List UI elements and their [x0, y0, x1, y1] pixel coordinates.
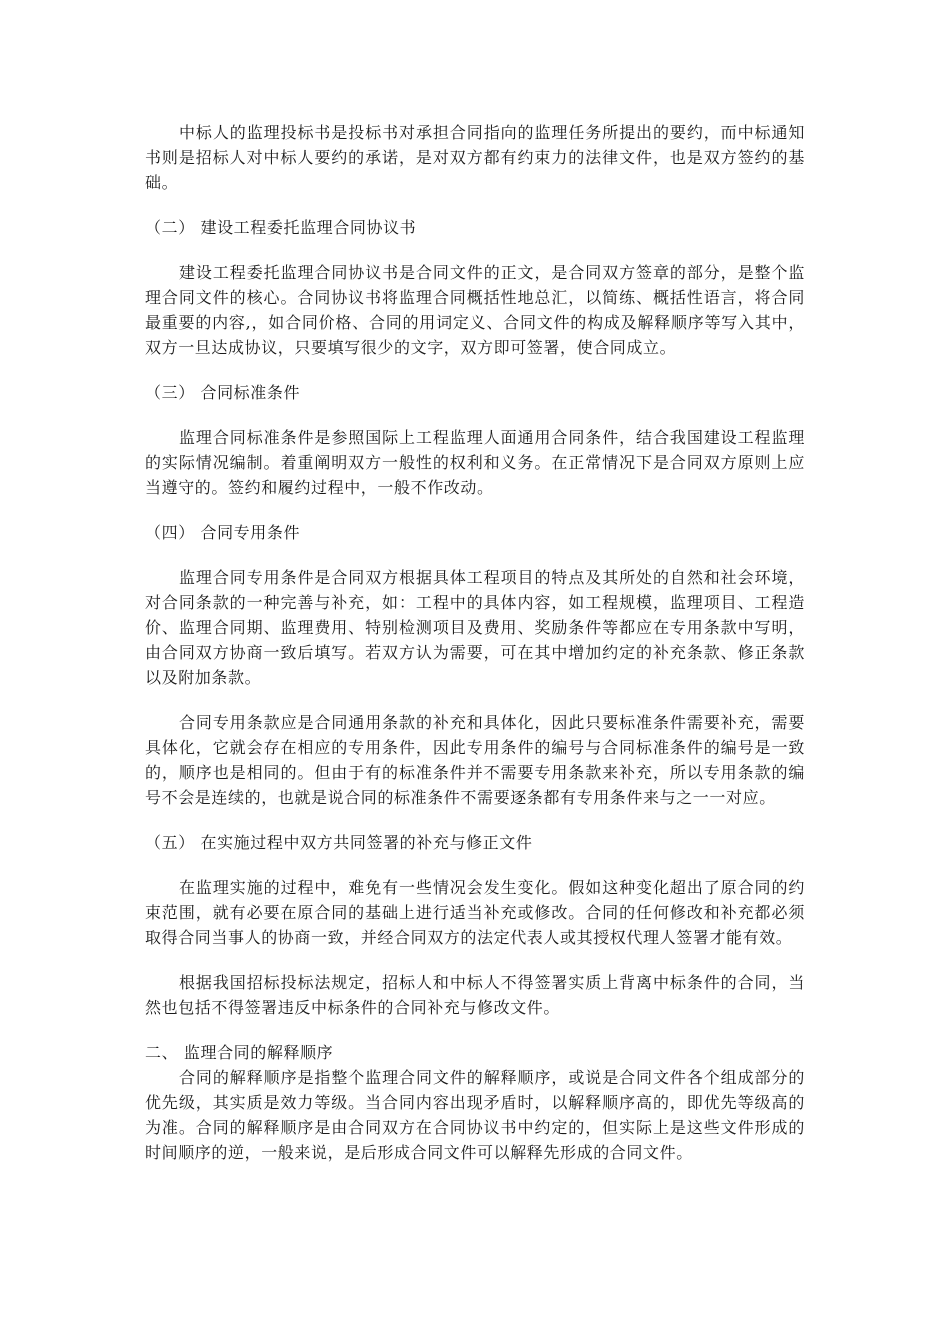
section-heading-special-conditions: （四） 合同专用条件 [145, 523, 301, 542]
section-heading-supplements: （五） 在实施过程中双方共同签署的补充与修正文件 [145, 833, 533, 852]
paragraph-bid-documents: 中标人的监理投标书是投标书对承担合同指向的监理任务所提出的要约，而中标通知书则是招标人对中标人要约的承诺，是对双方都有约束力的法律文件，也是双方签约的基础。 [145, 123, 805, 192]
paragraph-agreement: 建设工程委托监理合同协议书是合同文件的正文，是合同双方签章的部分，是整个监理合同文件的核心。合同协议书将监理合同概括性地总汇，以简练、概括性语言，将合同最重要的内容,，如合同价格、合同的用词定义、合同文件的构成及解释顺序等写入其中，双方一旦达成协议，只要填写很少的文字，双方即可签署，使合同成立。 [145, 263, 805, 357]
paragraph-supplements: 在监理实施的过程中，难免有一些情况会发生变化。假如这种变化超出了原合同的约束范围，就有必要在原合同的基础上进行适当补充或修改。合同的任何修改和补充都必须取得合同当事人的协商一致，并经合同双方的法定代表人或其授权代理人签署才能有效。 [145, 878, 805, 947]
paragraph-special-conditions: 监理合同专用条件是合同双方根据具体工程项目的特点及其所处的自然和社会环境，对合同条款的一种完善与补充，如：工程中的具体内容，如工程规模，监理项目、工程造价、监理合同期、监理费用、特别检测项目及费用、奖励条件等都应在专用条款中写明，由合同双方协商一致后填写。若双方认为需要，可在其中增加约定的补充条款、修正条款以及附加条款。 [145, 568, 805, 687]
paragraph-special-clauses: 合同专用条款应是合同通用条款的补充和具体化，因此只要标准条件需要补充，需要具体化，它就会存在相应的专用条件，因此专用条件的编号与合同标准条件的编号是一致的，顺序也是相同的。但由于有的标准条件并不需要专用条款来补充，所以专用条款的编号不会是连续的，也就是说合同的标准条件不需要逐条都有专用条件来与之一一对应。 [145, 713, 805, 807]
document-page [145, 120, 805, 1185]
section-heading-standard-conditions: （三） 合同标准条件 [145, 383, 301, 402]
paragraph-interpretation-order: 合同的解释顺序是指整个监理合同文件的解释顺序，或说是合同文件各个组成部分的优先级，其实质是效力等级。当合同内容出现矛盾时，以解释顺序高的，即优先等级高的为准。合同的解释顺序是由合同双方在合同协议书中约定的，但实际上是这些文件形成的时间顺序的逆，一般来说，是后形成合同文件可以解释先形成的合同文件。 [145, 1068, 805, 1162]
paragraph-standard-conditions: 监理合同标准条件是参照国际上工程监理人面通用合同条件，结合我国建设工程监理的实际情况编制。着重阐明双方一般性的权利和义务。在正常情况下是合同双方原则上应当遵守的。签约和履约过程中，一般不作改动。 [145, 428, 805, 497]
section-heading-interpretation-order: 二、 监理合同的解释顺序 [145, 1043, 334, 1062]
paragraph-tender-law: 根据我国招标投标法规定，招标人和中标人不得签署实质上背离中标条件的合同，当然也包括不得签署违反中标条件的合同补充与修改文件。 [145, 973, 805, 1017]
section-heading-agreement: （二） 建设工程委托监理合同协议书 [145, 218, 417, 237]
